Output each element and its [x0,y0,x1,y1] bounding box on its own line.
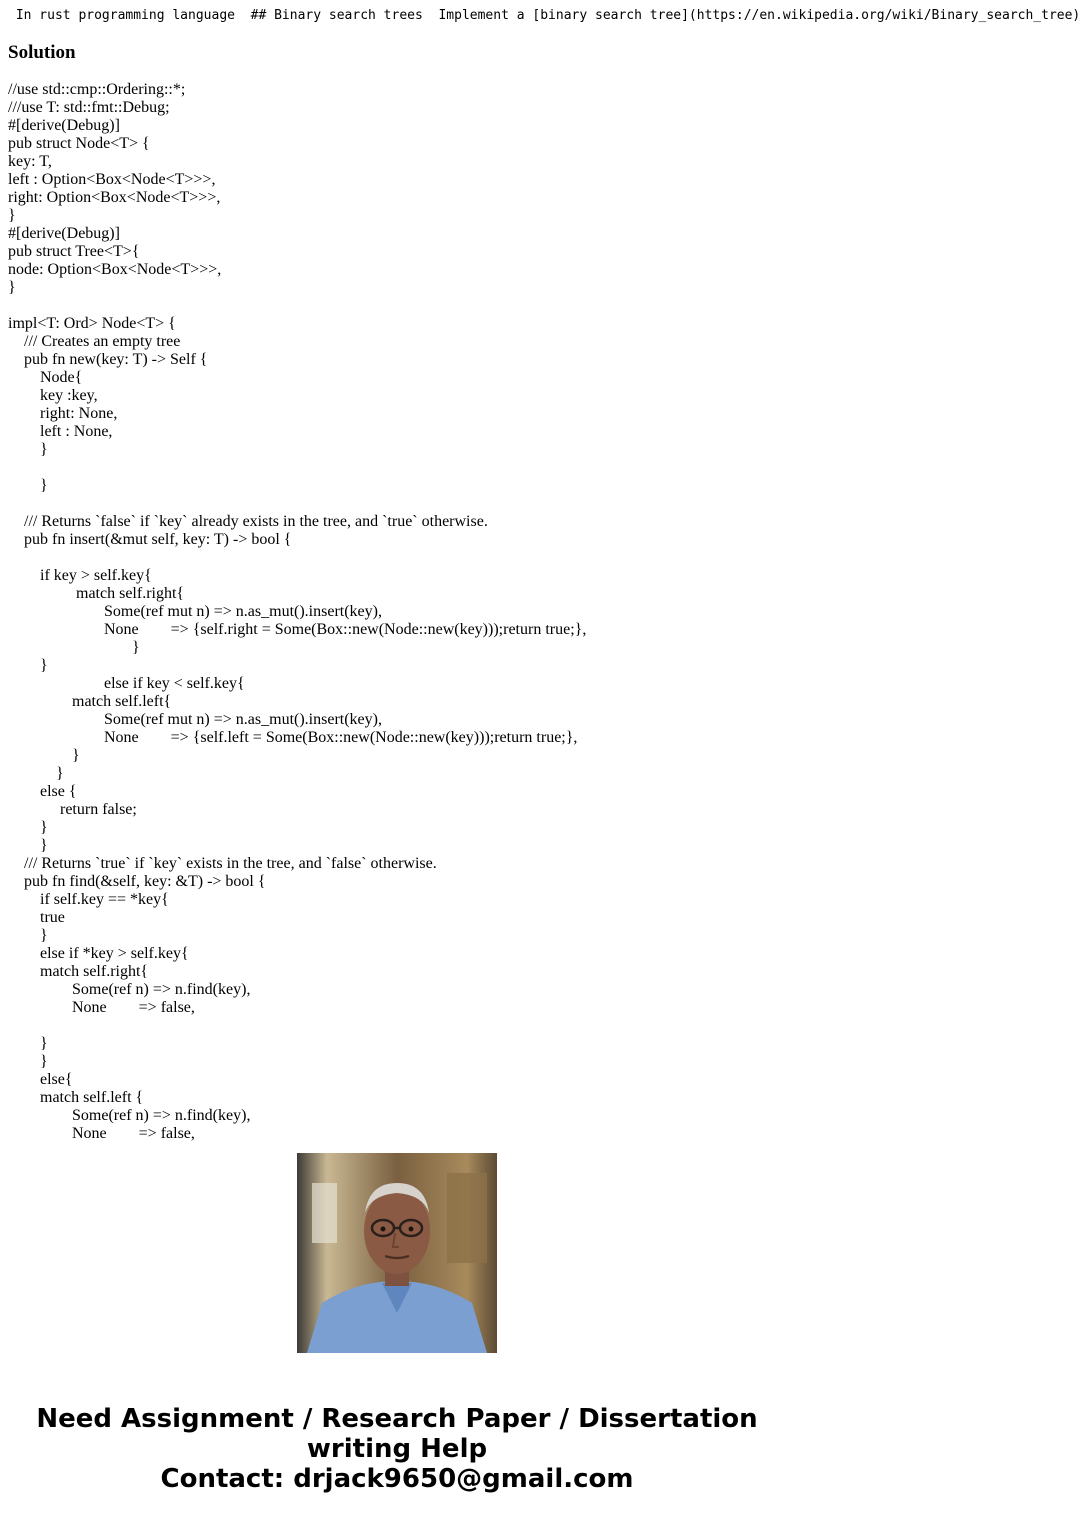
code-line: None => false, [8,999,195,1016]
code-line: None => {self.left = Some(Box::new(Node::new(key)));return true;}, [8,729,578,746]
code-line [8,297,794,315]
code-line: if key > self.key{ [8,567,152,584]
code-line: key :key, [8,387,98,404]
code-line: } [8,279,16,296]
code-line: Node{ [8,369,83,386]
code-line: ///use T: std::fmt::Debug; [8,99,170,116]
avatar [297,1153,497,1353]
code-line: left : Option<Box<Node<T>>>, [8,171,216,188]
code-line: } [8,819,48,836]
solution-code [8,81,794,1142]
code-line: #[derive(Debug)] [8,225,120,242]
code-line: /// Returns `true` if `key` exists in the tree, and `false` otherwise. [8,855,437,872]
code-line: true [8,909,65,926]
code-line: key: T, [8,153,52,170]
code-line: match self.left{ [8,693,172,710]
code-line: /// Returns `false` if `key` already exists in the tree, and `true` otherwise. [8,513,488,530]
code-line: right: Option<Box<Node<T>>>, [8,189,221,206]
code-line: Some(ref n) => n.find(key), [8,1107,251,1124]
code-line: } [8,1035,48,1052]
code-line: if self.key == *key{ [8,891,169,908]
code-line [8,549,794,567]
solution-heading: Solution [8,42,76,63]
code-line: } [8,207,16,224]
footer-line-1: Need Assignment / Research Paper / Dissertation [36,1404,758,1434]
code-line: #[derive(Debug)] [8,117,120,134]
code-line: } [8,441,48,458]
person-photo-icon [297,1153,497,1353]
code-line [8,495,794,513]
footer-contact [0,1404,794,1494]
code-line: left : None, [8,423,113,440]
code-line: } [8,1053,48,1070]
code-line: //use std::cmp::Ordering::*; [8,81,186,98]
code-line: } [8,639,140,656]
code-line: else if key < self.key{ [8,675,245,692]
footer-line-2: writing Help [306,1434,488,1464]
question-text: In rust programming language ## Binary search trees Implement a [binary search tree](https://en.wikipedia.org/wiki/Binary_search_tree) [8,8,1080,23]
code-line: Some(ref mut n) => n.as_mut().insert(key), [8,711,382,728]
code-line: } [8,477,48,494]
code-line: pub struct Tree<T>{ [8,243,140,260]
code-line: /// Creates an empty tree [8,333,181,350]
code-line: Some(ref mut n) => n.as_mut().insert(key), [8,603,382,620]
code-line: } [8,765,64,782]
code-line: } [8,927,48,944]
code-line: impl<T: Ord> Node<T> { [8,315,176,332]
code-line: } [8,747,80,764]
code-line: match self.left { [8,1089,144,1106]
code-line: pub fn find(&self, key: &T) -> bool { [8,873,266,890]
code-line: match self.right{ [8,963,149,980]
code-line: else{ [8,1071,73,1088]
code-line: else if *key > self.key{ [8,945,189,962]
code-line: pub struct Node<T> { [8,135,150,152]
code-line: Some(ref n) => n.find(key), [8,981,251,998]
code-line: pub fn new(key: T) -> Self { [8,351,208,368]
code-line [8,1017,794,1035]
code-line: return false; [8,801,137,818]
code-line: } [8,837,48,854]
footer-line-3: Contact: drjack9650@gmail.com [160,1464,634,1494]
code-line: node: Option<Box<Node<T>>>, [8,261,222,278]
code-line [8,459,794,477]
code-line: match self.right{ [8,585,185,602]
code-line: } [8,657,48,674]
code-line: None => false, [8,1125,195,1142]
code-line: right: None, [8,405,118,422]
code-line: None => {self.right = Some(Box::new(Node::new(key)));return true;}, [8,621,587,638]
code-line: pub fn insert(&mut self, key: T) -> bool { [8,531,292,548]
code-line: else { [8,783,77,800]
